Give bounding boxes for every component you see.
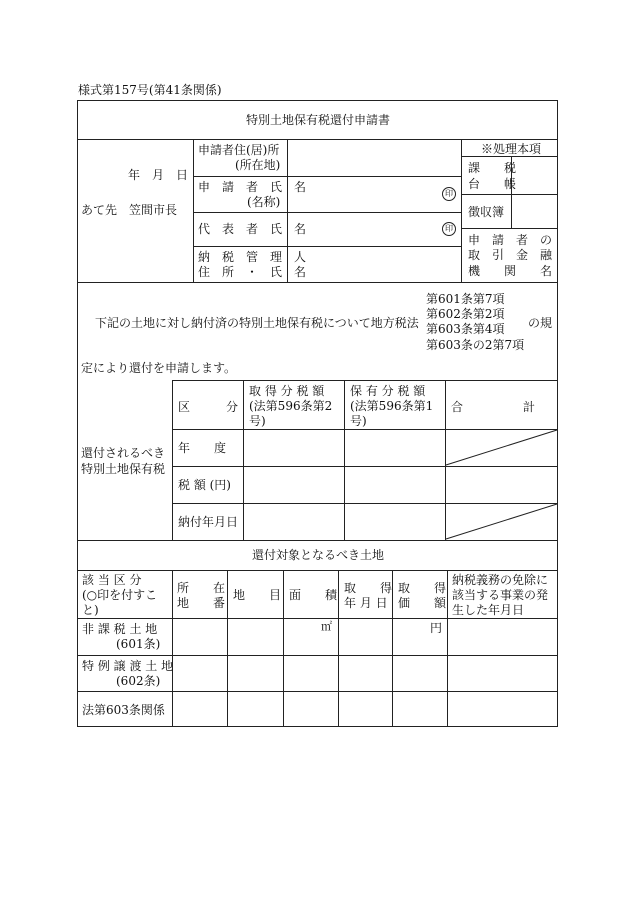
location-header-2: 地 番 — [177, 596, 226, 610]
tax-ledger-label: 課 税 — [468, 161, 517, 175]
holding-tax-header-2: (法第596条第1 — [350, 399, 434, 413]
form-number: 様式第157号(第41条関係) — [78, 83, 222, 97]
land-category-header: 該 当 区 分 — [82, 573, 142, 587]
bank-label-line3: 機 関 名 — [468, 264, 553, 278]
applicant-address-label: 申請者住(居)所 — [198, 143, 280, 157]
bank-label-line2: 取 引 金 融 — [468, 248, 553, 262]
acquisition-price-header: 取 得 — [398, 581, 447, 595]
land-row-3-fields[interactable] — [174, 693, 555, 724]
statement-continuation: 定により還付を申請します。 — [81, 361, 237, 375]
total-header: 合 計 — [451, 400, 536, 414]
exemption-date-header: 納税義務の免除に — [452, 573, 549, 587]
applicant-name-label: 申 請 者 氏 名 — [198, 180, 307, 194]
price-unit: 円 — [430, 621, 443, 635]
land-category-header-3: と) — [82, 603, 99, 617]
land-row-2-fields[interactable] — [174, 657, 555, 689]
acquisition-date-header: 取 得 — [344, 581, 393, 595]
addressee: あて先 笠間市長 — [81, 203, 178, 217]
representative-seal-mark: 印 — [442, 222, 456, 236]
special-transfer-land-article: (602条) — [116, 674, 161, 688]
article-603: 第603条第4項 — [426, 322, 505, 336]
acquisition-date-header-2: 年 月 日 — [344, 596, 388, 610]
area-unit: ㎡ — [321, 620, 332, 633]
holding-tax-header-3: 号) — [350, 414, 367, 428]
statement-text: 下記の土地に対し納付済の特別土地保有税について地方税法 — [95, 316, 419, 330]
article-603-relation-label: 法第603条関係 — [82, 703, 165, 717]
tax-ledger-sublabel: 台 帳 — [468, 177, 517, 191]
processing-header: ※処理本項 — [481, 142, 542, 156]
land-section-title: 還付対象となるべき土地 — [252, 548, 385, 562]
acquisition-tax-header-3: 号) — [249, 414, 266, 428]
special-transfer-land-label: 特 例 譲 渡 土 地 — [82, 659, 174, 673]
form-title: 特別土地保有税還付申請書 — [246, 113, 391, 127]
land-type-header: 地 目 — [233, 588, 282, 602]
tax-administrator-label: 納 税 管 理 人 — [198, 250, 307, 264]
tax-administrator-sublabel: 住 所 ・ 氏 名 — [198, 265, 307, 279]
refund-group-label: 還付されるべき — [81, 446, 166, 460]
fiscal-year-label: 年 度 — [178, 441, 227, 455]
article-602: 第602条第2項 — [426, 307, 505, 321]
applicant-name-sublabel: (名称) — [247, 195, 281, 209]
non-taxable-land-article: (601条) — [116, 637, 161, 651]
holding-tax-header: 保 有 分 税 額 — [350, 384, 426, 398]
bank-label-line1: 申 請 者 の — [468, 233, 553, 247]
statement-text-end: の規 — [528, 316, 553, 330]
acquisition-tax-header-2: (法第596条第2 — [249, 399, 333, 413]
payment-date-label: 納付年月日 — [178, 515, 239, 529]
land-row-1-fields[interactable] — [174, 620, 555, 653]
tax-amount-label: 税 額 (円) — [178, 478, 231, 492]
applicant-seal-mark: 印 — [442, 187, 456, 201]
area-header: 面 積 — [289, 588, 338, 602]
category-header: 区 分 — [178, 400, 239, 414]
exemption-date-header-3: 生した年月日 — [452, 603, 525, 617]
collection-book-label: 徴収簿 — [468, 205, 505, 219]
exemption-date-header-2: 該当する事業の発 — [452, 588, 549, 602]
land-category-header-2: (○印を付すこ — [82, 588, 158, 602]
acquisition-price-header-2: 価 額 — [398, 596, 447, 610]
non-taxable-land-label: 非 課 税 土 地 — [82, 622, 158, 636]
refund-group-sublabel: 特別土地保有税 — [81, 462, 166, 476]
applicant-address-sublabel: (所在地) — [235, 158, 281, 172]
location-header: 所 在 — [177, 581, 226, 595]
acquisition-tax-header: 取 得 分 税 額 — [249, 384, 325, 398]
article-601: 第601条第7項 — [426, 292, 505, 306]
article-603-2: 第603条の2第7項 — [426, 338, 525, 352]
date-label: 年 月 日 — [128, 168, 189, 182]
representative-name-label: 代 表 者 氏 名 — [198, 222, 307, 236]
